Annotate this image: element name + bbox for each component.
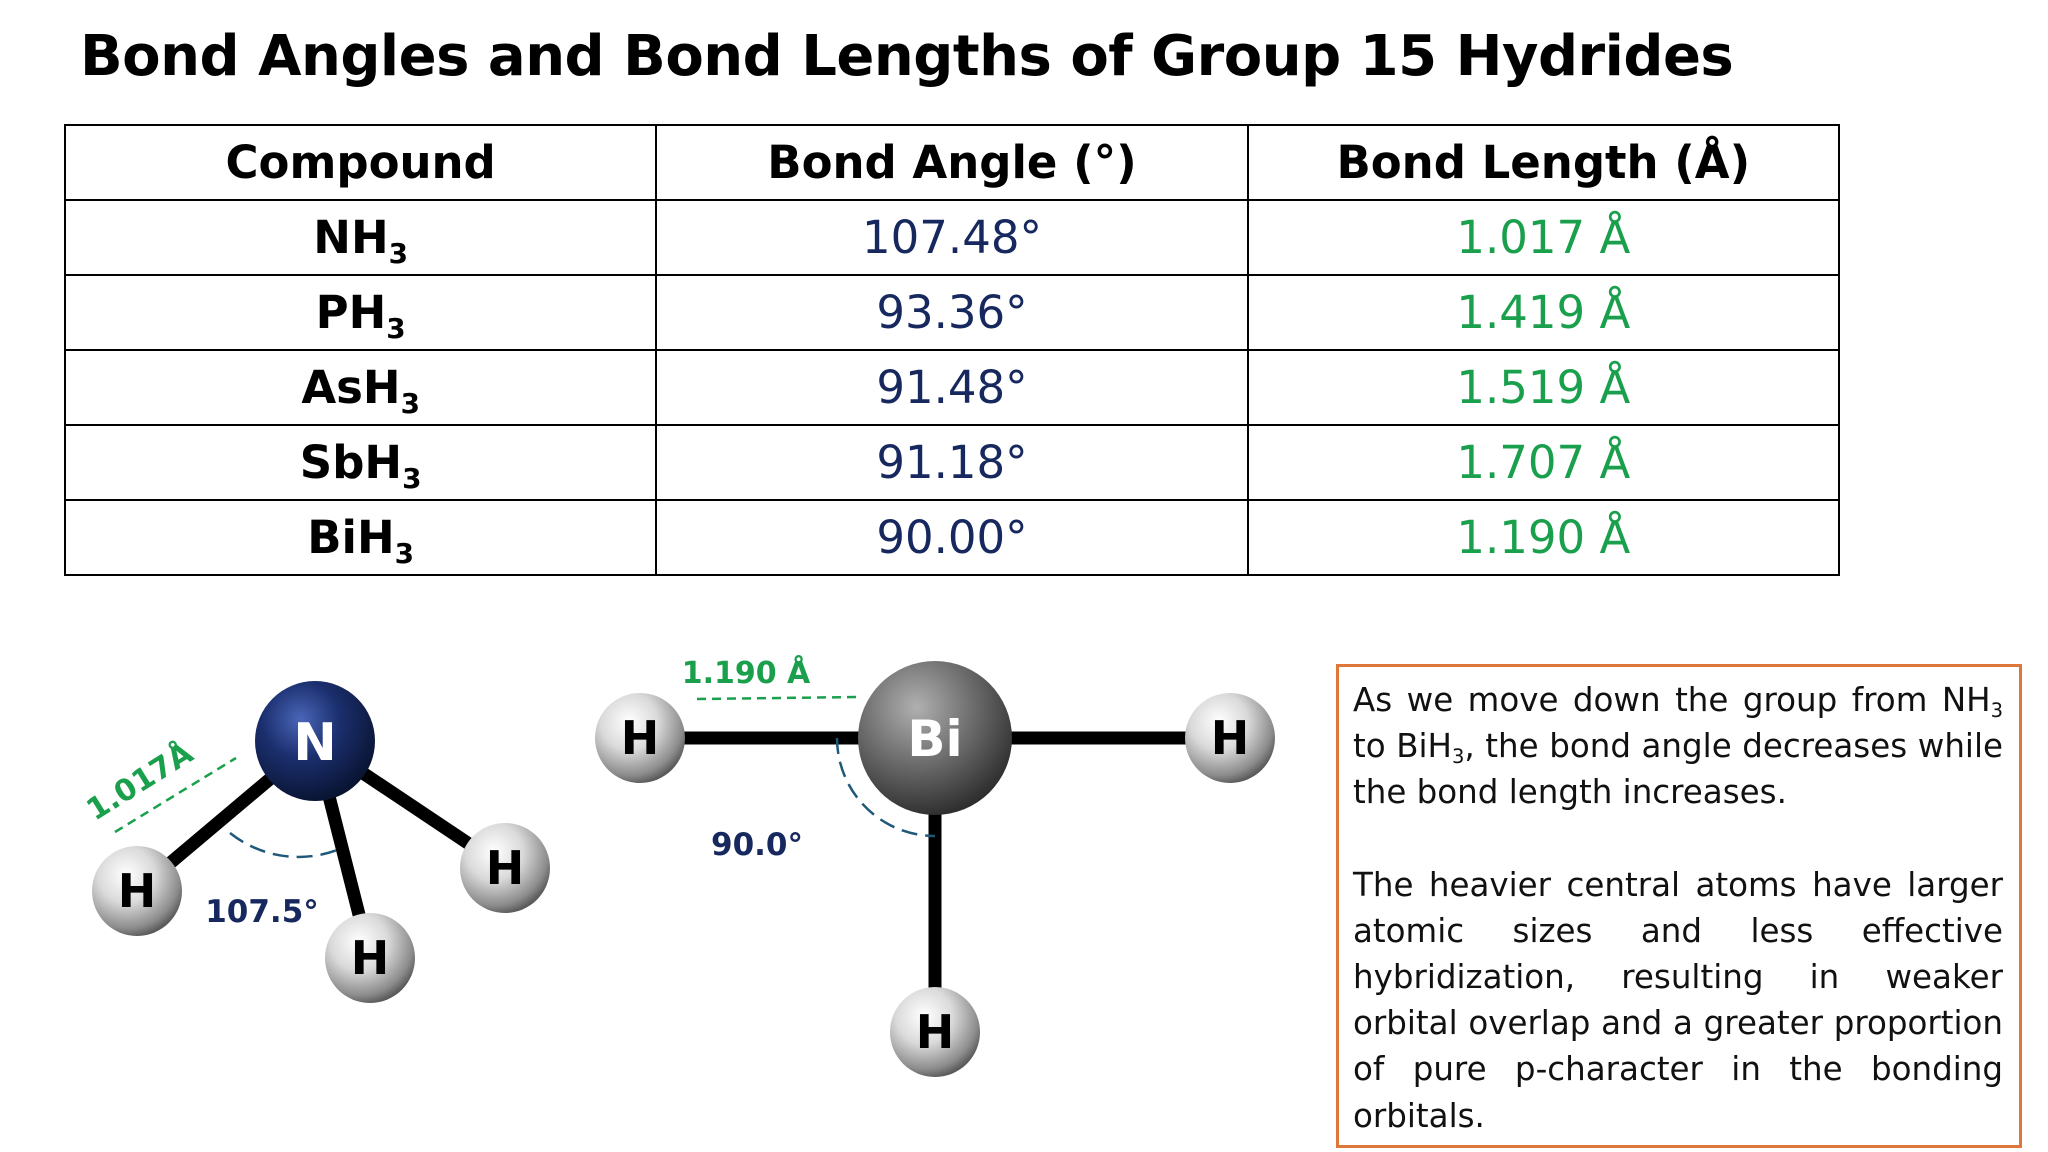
header-bond-angle: Bond Angle (°) (656, 125, 1247, 200)
explanation-note (1336, 664, 2022, 1148)
table-row (65, 350, 1839, 425)
hydrogen-symbol: H (485, 841, 525, 895)
compound-cell (65, 350, 656, 425)
table-row (65, 200, 1839, 275)
bismuth-symbol: Bi (907, 710, 963, 768)
note-subscript: 3 (1990, 698, 2003, 722)
nh3-bond-angle-label: 107.5° (205, 894, 319, 930)
bond-angle-cell: 107.48° (656, 200, 1247, 275)
table-row (65, 500, 1839, 575)
hydrogen-symbol: H (620, 711, 660, 765)
hydrogen-atom (595, 693, 685, 783)
hydrides-table (64, 124, 1840, 576)
bond-length-cell: 1.519 Å (1248, 350, 1839, 425)
table-header-row (65, 125, 1839, 200)
header-compound: Compound (65, 125, 656, 200)
compound-cell (65, 200, 656, 275)
page-title: Bond Angles and Bond Lengths of Group 15 Hydrides (80, 24, 1734, 89)
compound-subscript: 3 (386, 311, 406, 345)
table-row (65, 275, 1839, 350)
bond-angle-cell: 91.18° (656, 425, 1247, 500)
bih3-length-guide (697, 697, 858, 699)
bond-length-cell: 1.419 Å (1248, 275, 1839, 350)
compound-subscript: 3 (400, 386, 421, 420)
compound-cell (65, 425, 656, 500)
hydrogen-atom (890, 987, 980, 1077)
bond-length-cell: 1.017 Å (1248, 200, 1839, 275)
nh3-bond-length-label: 1.017Å (80, 735, 200, 829)
compound-subscript: 3 (394, 536, 415, 570)
nh3-molecule-model (80, 681, 550, 1003)
note-text: to BiH (1353, 727, 1452, 766)
hydrogen-symbol: H (350, 931, 390, 985)
hydrogen-atom (92, 846, 182, 936)
table-row (65, 425, 1839, 500)
compound-formula: NH (313, 211, 389, 264)
hydrogen-atom (460, 823, 550, 913)
hydrogen-symbol: H (117, 864, 157, 918)
bih3-bond-length-label: 1.190 Å (681, 656, 811, 691)
note-paragraph: The heavier central atoms have larger atomic sizes and less effective hybridization, resulting in weaker orbital overlap and a greater proportion of pure p-character in the bonding orbitals. (1353, 865, 2003, 1135)
bih3-bond-angle-label: 90.0° (711, 827, 803, 863)
nitrogen-symbol: N (293, 713, 337, 773)
note-text: , the bond angle decreases while the bond length increases. (1353, 727, 2003, 812)
bond-angle-cell: 93.36° (656, 275, 1247, 350)
bond-angle-cell: 90.00° (656, 500, 1247, 575)
note-text: As we move down the group from NH (1353, 681, 1991, 719)
bih3-molecule-model (595, 654, 1275, 1077)
bismuth-atom (858, 661, 1012, 815)
compound-formula: SbH (299, 436, 403, 489)
hydrogen-atom (1185, 693, 1275, 783)
compound-formula: PH (315, 286, 387, 339)
bond-angle-cell: 91.48° (656, 350, 1247, 425)
compound-formula: AsH (301, 361, 401, 414)
note-paragraph (1353, 677, 2003, 816)
compound-subscript: 3 (388, 236, 409, 270)
hydrogen-symbol: H (1210, 711, 1250, 765)
compound-cell (65, 500, 656, 575)
nitrogen-atom (255, 681, 375, 801)
note-subscript: 3 (1451, 745, 1465, 769)
header-bond-length: Bond Length (Å) (1248, 125, 1839, 200)
bond-length-cell: 1.190 Å (1248, 500, 1839, 575)
nh3-angle-arc (230, 833, 342, 857)
molecular-structures-diagram (0, 600, 1330, 1152)
compound-formula: BiH (307, 511, 395, 564)
hydrogen-atom (325, 913, 415, 1003)
hydrogen-symbol: H (915, 1005, 955, 1059)
compound-cell (65, 275, 656, 350)
compound-subscript: 3 (402, 461, 422, 495)
bond-length-cell: 1.707 Å (1248, 425, 1839, 500)
